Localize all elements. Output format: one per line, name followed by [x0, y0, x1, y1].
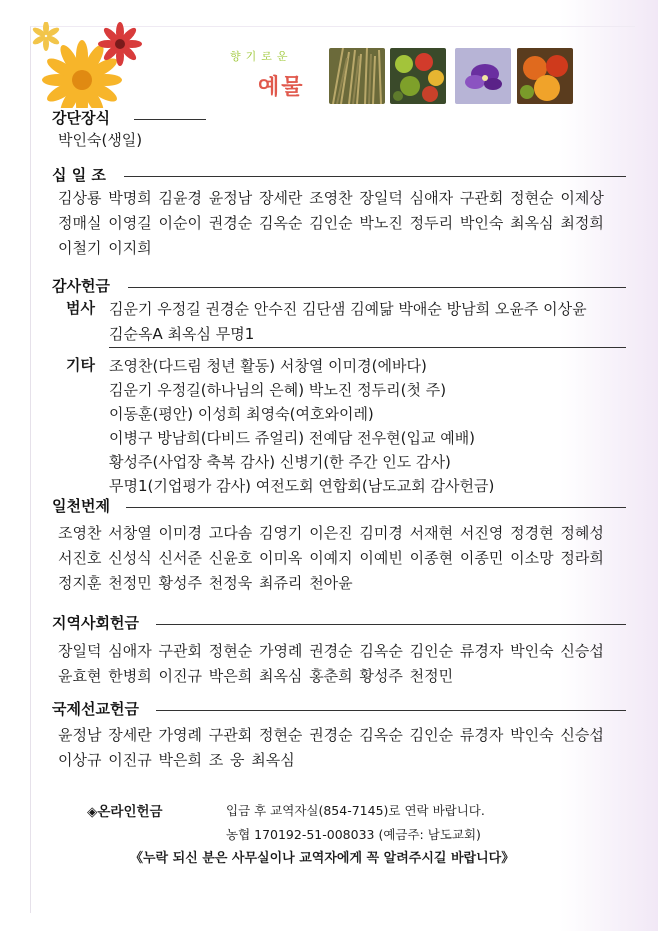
thanks-range-list	[109, 297, 587, 347]
section-heading-community: 지역사회헌금	[52, 614, 139, 632]
section-heading-thanks: 감사헌금	[52, 277, 110, 295]
thanks-other-label: 기타	[66, 356, 95, 374]
list-item: 조영찬 서창열 이미경 고다솜 김영기 이은진 김미경 서재현 서진영 정경현 정혜성	[58, 524, 604, 542]
thanks-range-label: 범사	[66, 299, 95, 317]
community-list	[58, 639, 604, 689]
list-item: 무명1(기업평가 감사) 여전도회 연합회(남도교회 감사헌금)	[109, 477, 495, 495]
tithe-list	[58, 186, 604, 261]
omission-notice: 《누락 되신 분은 사무실이나 교역자에게 꼭 알려주시길 바랍니다》	[130, 851, 515, 866]
list-item: 조영찬(다드림 청년 활동) 서창열 이미경(에바다)	[109, 357, 427, 375]
list-item: 김순옥A 최옥심 무명1	[109, 325, 255, 343]
list-item: 이병구 방남희(다비드 쥬얼리) 전예담 전우현(입교 예배)	[109, 429, 476, 447]
list-item: 윤정남 장세란 가영례 구관회 정현순 권경순 김옥순 김인순 류경자 박인숙 신승섭	[58, 726, 604, 744]
altar-list	[58, 128, 142, 153]
section-heading-thousand: 일천번제	[52, 497, 110, 515]
thanks-other-list	[109, 354, 494, 498]
bank-account: 농협 170192-51-008033 (예금주: 남도교회)	[226, 827, 481, 842]
section-rule	[126, 507, 626, 508]
vegetable-photo	[517, 48, 573, 104]
header-title: 예물	[258, 75, 305, 100]
section-rule	[156, 624, 626, 625]
missions-list	[58, 723, 604, 773]
section-rule	[128, 287, 626, 288]
list-item: 정지훈 천정민 황성주 천정욱 최쥬리 천아윤	[58, 574, 353, 592]
list-item: 이철기 이지희	[58, 239, 152, 257]
list-item: 장일덕 심애자 구관회 정현순 가영례 권경순 김옥순 김인순 류경자 박인숙 신승섭	[58, 642, 604, 660]
orchid-photo	[455, 48, 511, 104]
fruit-photo	[390, 48, 446, 104]
list-item: 박인숙(생일)	[58, 131, 143, 149]
flower-decoration-icon	[24, 22, 144, 108]
list-item: 이동훈(평안) 이성희 최영숙(여호와이레)	[109, 405, 374, 423]
list-item: 윤효현 한병희 이진규 박은희 최옥심 홍춘희 황성주 천정민	[58, 667, 454, 685]
list-item: 이상규 이진규 박은희 조 웅 최옥심	[58, 751, 295, 769]
section-heading-altar: 강단장식	[52, 109, 110, 127]
list-item: 서진호 신성식 신서준 신윤호 이미옥 이예지 이예빈 이종현 이종민 이소망 정라희	[58, 549, 604, 567]
section-rule	[124, 176, 626, 177]
header-subtitle: 향기로운	[230, 50, 293, 63]
online-offering-instruction: 입금 후 교역자실(854-7145)로 연락 바랍니다.	[226, 803, 485, 818]
thousand-list	[58, 521, 604, 596]
section-heading-tithe: 십 일 조	[52, 166, 106, 184]
subsection-rule	[109, 347, 626, 348]
section-rule	[156, 710, 626, 711]
list-item: 황성주(사업장 축복 감사) 신병기(한 주간 인도 감사)	[109, 453, 451, 471]
section-heading-missions: 국제선교헌금	[52, 700, 139, 718]
online-offering-label: ◈온라인헌금	[87, 804, 163, 820]
section-rule	[134, 119, 206, 120]
list-item: 정매실 이영길 이순이 권경순 김옥순 김인순 박노진 정두리 박인숙 최옥심 최정희	[58, 214, 604, 232]
list-item: 김운기 우정길(하나님의 은혜) 박노진 정두리(첫 주)	[109, 381, 447, 399]
list-item: 김운기 우정길 권경순 안수진 김단샘 김예닮 박애순 방남희 오윤주 이상윤	[109, 300, 587, 318]
wheat-photo	[329, 48, 385, 104]
list-item: 김상룡 박명희 김윤경 윤정남 장세란 조영찬 장일덕 심애자 구관회 정현순 이제상	[58, 189, 604, 207]
